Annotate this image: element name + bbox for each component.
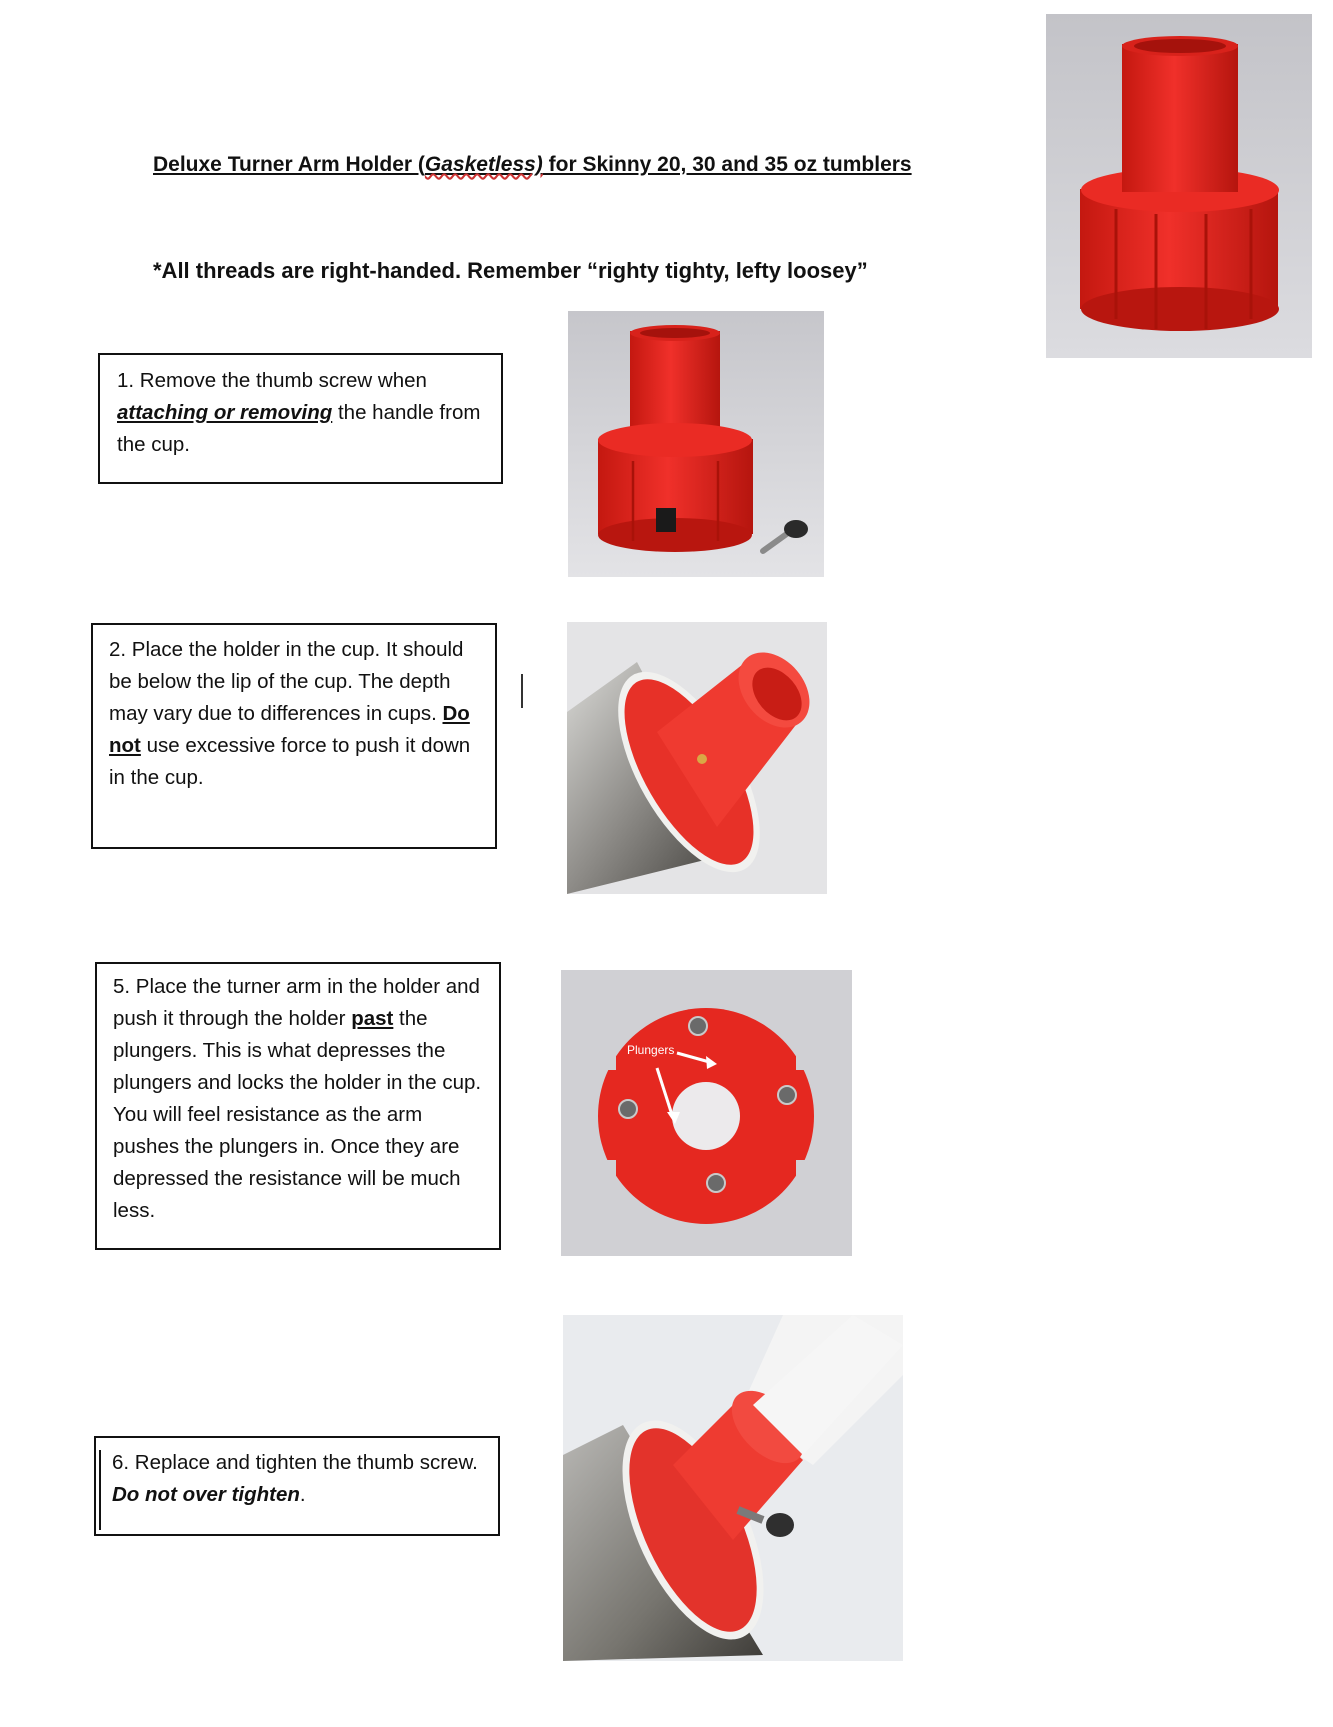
double-border-mark [99, 1450, 101, 1530]
step-2-emphasis: Do not [109, 702, 470, 757]
step-1-box [98, 353, 503, 484]
step-5-emphasis: past [351, 1007, 394, 1030]
step-1-text-c: the handle from the cup. [117, 401, 481, 456]
step-2-text-a: 2. Place the holder in the cup. It should be below the lip of the cup. The depth may vary due to differences in cups. [109, 638, 464, 725]
step-5-photo [561, 970, 852, 1256]
page-title [153, 153, 912, 177]
step-1-emphasis: attaching or removing [117, 401, 333, 424]
plungers-label: Plungers [627, 1043, 675, 1057]
step-6-text-a: 6. Replace and tighten the thumb screw. [112, 1451, 478, 1474]
step-1-text-a: 1. Remove the thumb screw when [117, 369, 427, 392]
step-5-text-c: the plungers. This is what depresses the plungers and locks the holder in the cup. You will feel resistance as the arm pushes the plungers in. Once they are depressed the resistance will be much less. [113, 1007, 482, 1222]
step-6-photo [563, 1315, 903, 1661]
holder-product-photo [1046, 14, 1312, 358]
title-part2: Gasketless) [424, 153, 543, 176]
step-2-text-c: use excessive force to push it down in the cup. [109, 734, 471, 789]
step-6-box [94, 1436, 500, 1536]
title-part1: Deluxe Turner Arm Holder ( [153, 153, 425, 176]
step-5-text-a: 5. Place the turner arm in the holder and push it through the holder [113, 975, 480, 1030]
step-2-photo [567, 622, 827, 894]
step-1-photo [568, 311, 824, 577]
title-part3: for Skinny 20, 30 and 35 oz tumblers [542, 153, 912, 176]
step-6-emphasis: Do not over tighten [112, 1483, 300, 1506]
text-cursor [521, 674, 523, 708]
step-5-box [95, 962, 501, 1250]
step-2-box [91, 623, 497, 849]
step-6-text-c: . [299, 1483, 306, 1506]
threads-note: *All threads are right-handed. Remember “righty tighty, lefty loosey” [153, 258, 868, 283]
